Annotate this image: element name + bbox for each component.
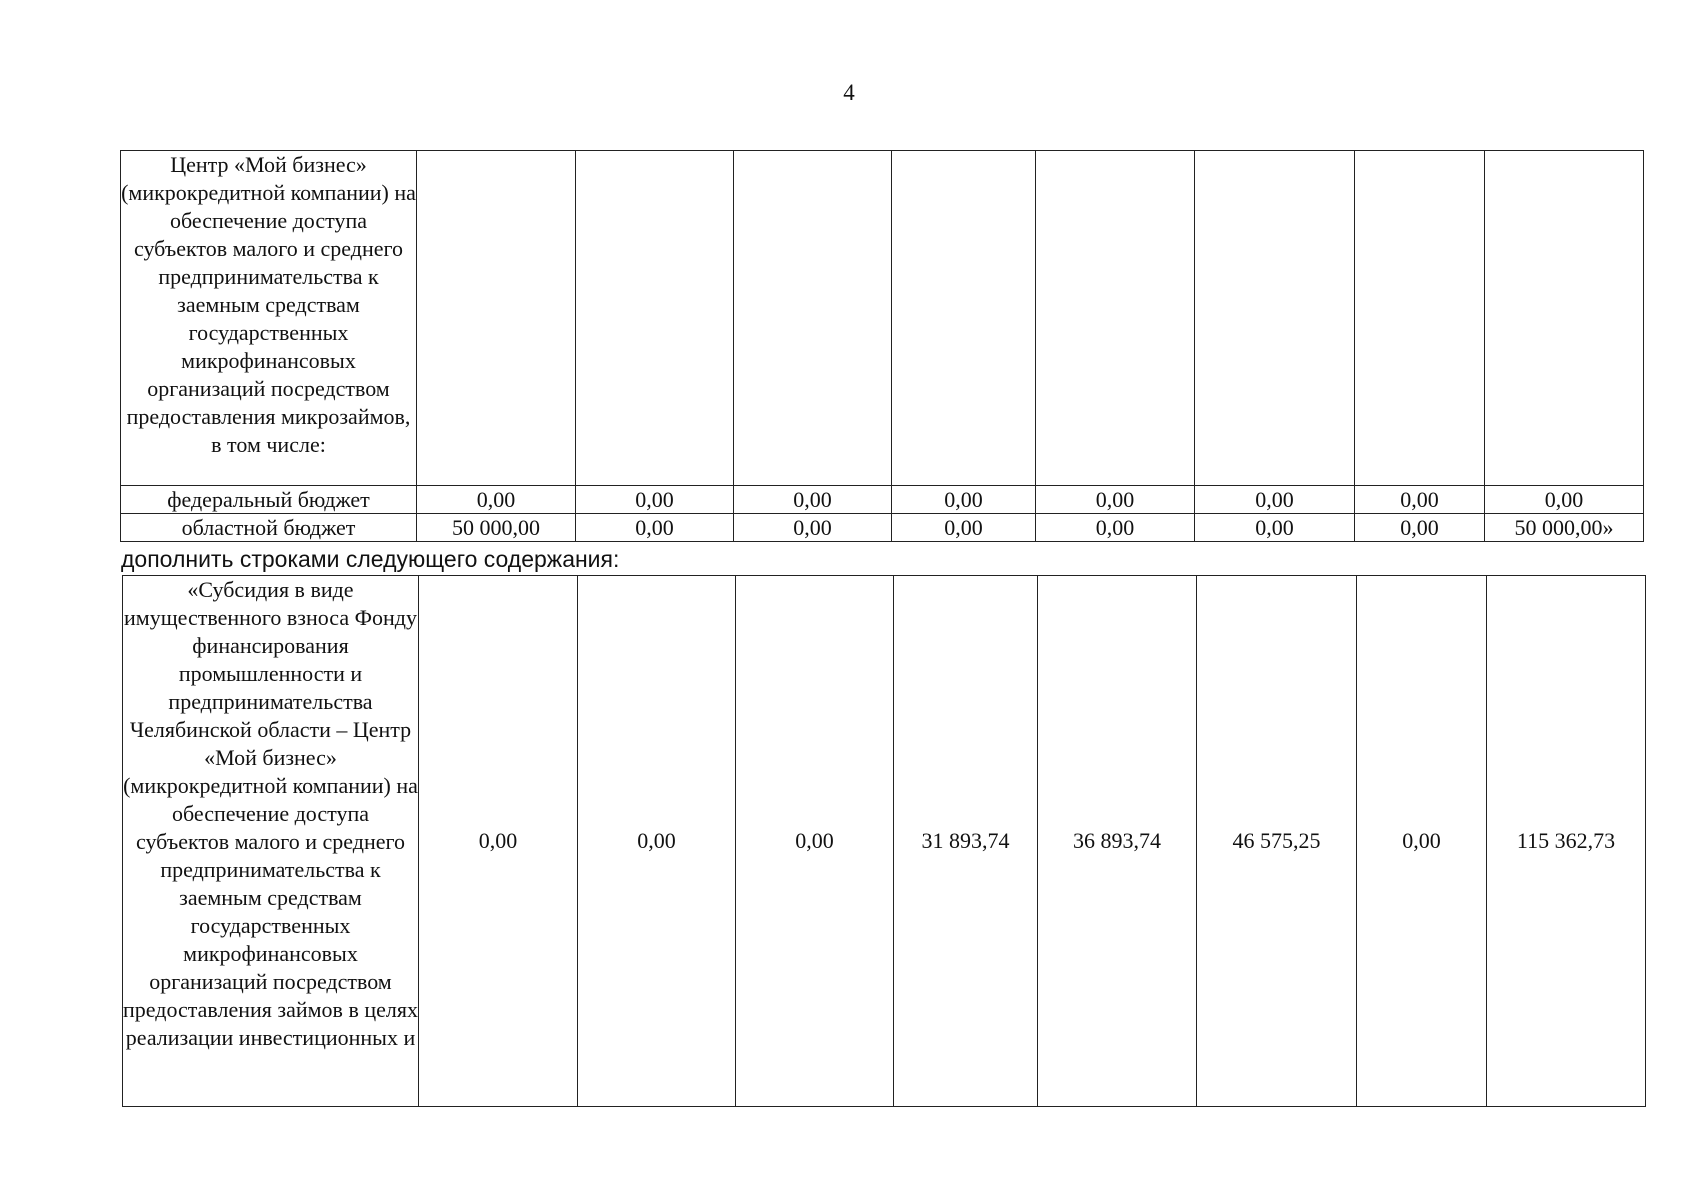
subsidy-value-cell: 31 893,74 <box>894 576 1038 1107</box>
page-number: 4 <box>843 80 855 105</box>
subsidy-value-cell: 0,00 <box>419 576 578 1107</box>
empty-cell <box>1485 151 1644 486</box>
transition-text: дополнить строками следующего содержания: <box>121 546 620 572</box>
regional-value-cell: 0,00 <box>892 514 1036 542</box>
subsidy-value-cell: 115 362,73 <box>1487 576 1646 1107</box>
regional-value-cell: 50 000,00 <box>417 514 576 542</box>
subsidy-value-cell: 46 575,25 <box>1197 576 1357 1107</box>
federal-value-cell: 0,00 <box>892 486 1036 514</box>
regional-budget-label: областной бюджет <box>121 514 417 542</box>
empty-cell <box>1195 151 1355 486</box>
empty-cell <box>417 151 576 486</box>
empty-cell <box>734 151 892 486</box>
federal-value-cell: 0,00 <box>734 486 892 514</box>
federal-value-cell: 0,00 <box>1195 486 1355 514</box>
regional-value-cell: 0,00 <box>734 514 892 542</box>
subsidy-value-cell: 0,00 <box>578 576 736 1107</box>
bottom-description-cell: «Субсидия в виде имущественного взноса Фонду финансирования промышленности и предпринимательства Челябинской области – Центр «Мой бизнес» (микрокредитной компании) на обеспечение доступа субъектов малого и среднего предпринимательства к заемным средствам государственных микрофинансовых организаций посредством предоставления займов в целях реализации инвестиционных и <box>123 576 419 1107</box>
regional-budget-row <box>121 514 1644 542</box>
regional-value-cell: 50 000,00» <box>1485 514 1644 542</box>
regional-value-cell: 0,00 <box>1036 514 1195 542</box>
federal-value-cell: 0,00 <box>576 486 734 514</box>
bottom-subsidy-row <box>123 576 1646 1107</box>
federal-value-cell: 0,00 <box>1036 486 1195 514</box>
top-table <box>120 150 1644 542</box>
federal-value-cell: 0,00 <box>417 486 576 514</box>
empty-cell <box>892 151 1036 486</box>
regional-value-cell: 0,00 <box>1195 514 1355 542</box>
bottom-table <box>122 575 1646 1107</box>
top-description-cell: Центр «Мой бизнес» (микрокредитной компании) на обеспечение доступа субъектов малого и среднего предпринимательства к заемным средствам государственных микрофинансовых организаций посредством предоставления микрозаймов, в том числе: <box>121 151 417 486</box>
regional-value-cell: 0,00 <box>576 514 734 542</box>
subsidy-value-cell: 0,00 <box>1357 576 1487 1107</box>
federal-budget-row <box>121 486 1644 514</box>
federal-value-cell: 0,00 <box>1355 486 1485 514</box>
federal-budget-label: федеральный бюджет <box>121 486 417 514</box>
empty-cell <box>1355 151 1485 486</box>
regional-value-cell: 0,00 <box>1355 514 1485 542</box>
subsidy-value-cell: 0,00 <box>736 576 894 1107</box>
empty-cell <box>576 151 734 486</box>
subsidy-value-cell: 36 893,74 <box>1038 576 1197 1107</box>
empty-cell <box>1036 151 1195 486</box>
federal-value-cell: 0,00 <box>1485 486 1644 514</box>
top-description-row <box>121 151 1644 486</box>
